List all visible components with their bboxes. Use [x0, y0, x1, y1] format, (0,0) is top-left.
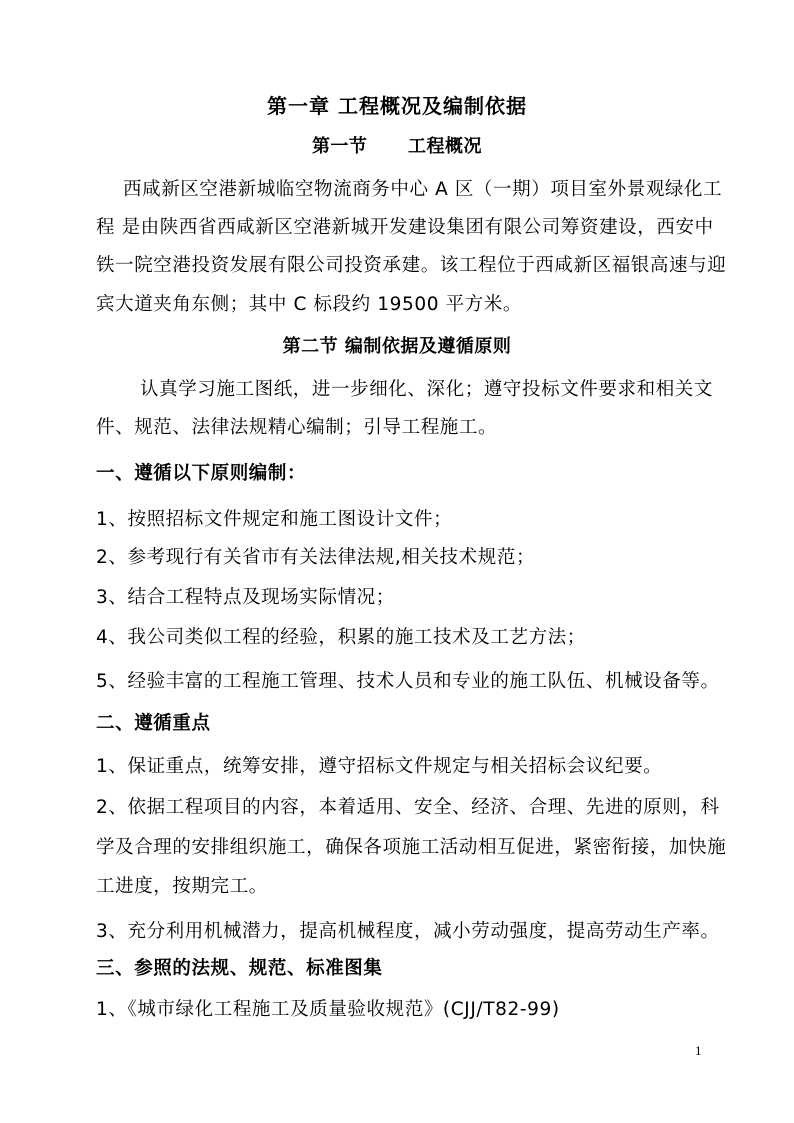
overview-paragraph-line: 西咸新区空港新城临空物流商务中心 A 区（一期）项目室外景观绿化工: [123, 179, 723, 200]
page-number: 1: [695, 1043, 702, 1058]
principle-item: 2、参考现行有关省市有关法律法规,相关技术规范；: [96, 547, 536, 568]
overview-paragraph-line: 程 是由陕西省西咸新区空港新城开发建设集团有限公司筹资建设，西安中: [96, 217, 714, 238]
key-point-item: 学及合理的安排组织施工，确保各项施工活动相互促进，紧密衔接，加快施: [96, 837, 727, 858]
principle-item: 5、经验丰富的工程施工管理、技术人员和专业的施工队伍、机械设备等。: [96, 671, 720, 692]
key-point-item: 工进度，按期完工。: [96, 876, 268, 897]
heading-key-points: 二、遵循重点: [96, 713, 211, 734]
overview-paragraph-line: 宾大道夹角东侧；其中 C 标段约 19500 平方米。: [96, 294, 522, 315]
chapter-title: 第一章 工程概况及编制依据: [267, 94, 527, 118]
key-point-item: 2、依据工程项目的内容，本着适用、安全、经济、合理、先进的原则，科: [96, 797, 720, 818]
basis-paragraph-line: 件、规范、法律法规精心编制；引导工程施工。: [96, 417, 498, 438]
key-point-item: 1、保证重点，统筹安排，遵守招标文件规定与相关招标会议纪要。: [96, 756, 663, 777]
principle-item: 1、按照招标文件规定和施工图设计文件；: [96, 509, 453, 530]
key-point-item: 3、充分利用机械潜力，提高机械程度，减小劳动强度，提高劳动生产率。: [96, 921, 720, 942]
section-title-overview: 第一节 工程概况: [311, 136, 483, 157]
section-title-basis: 第二节 编制依据及遵循原则: [282, 336, 512, 357]
reference-item: 1、《城市绿化工程施工及质量验收规范》(CJJ/T82-99): [96, 999, 560, 1020]
heading-references: 三、参照的法规、规范、标准图集: [96, 958, 383, 979]
heading-principles: 一、遵循以下原则编制：: [96, 463, 307, 484]
principle-item: 4、我公司类似工程的经验，积累的施工技术及工艺方法；: [96, 627, 586, 648]
overview-paragraph-line: 铁一院空港投资发展有限公司投资承建。该工程位于西咸新区福银高速与迎: [96, 255, 727, 276]
principle-item: 3、结合工程特点及现场实际情况；: [96, 587, 395, 608]
basis-paragraph-line: 认真学习施工图纸，进一步细化、深化；遵守投标文件要求和相关文: [140, 379, 714, 400]
